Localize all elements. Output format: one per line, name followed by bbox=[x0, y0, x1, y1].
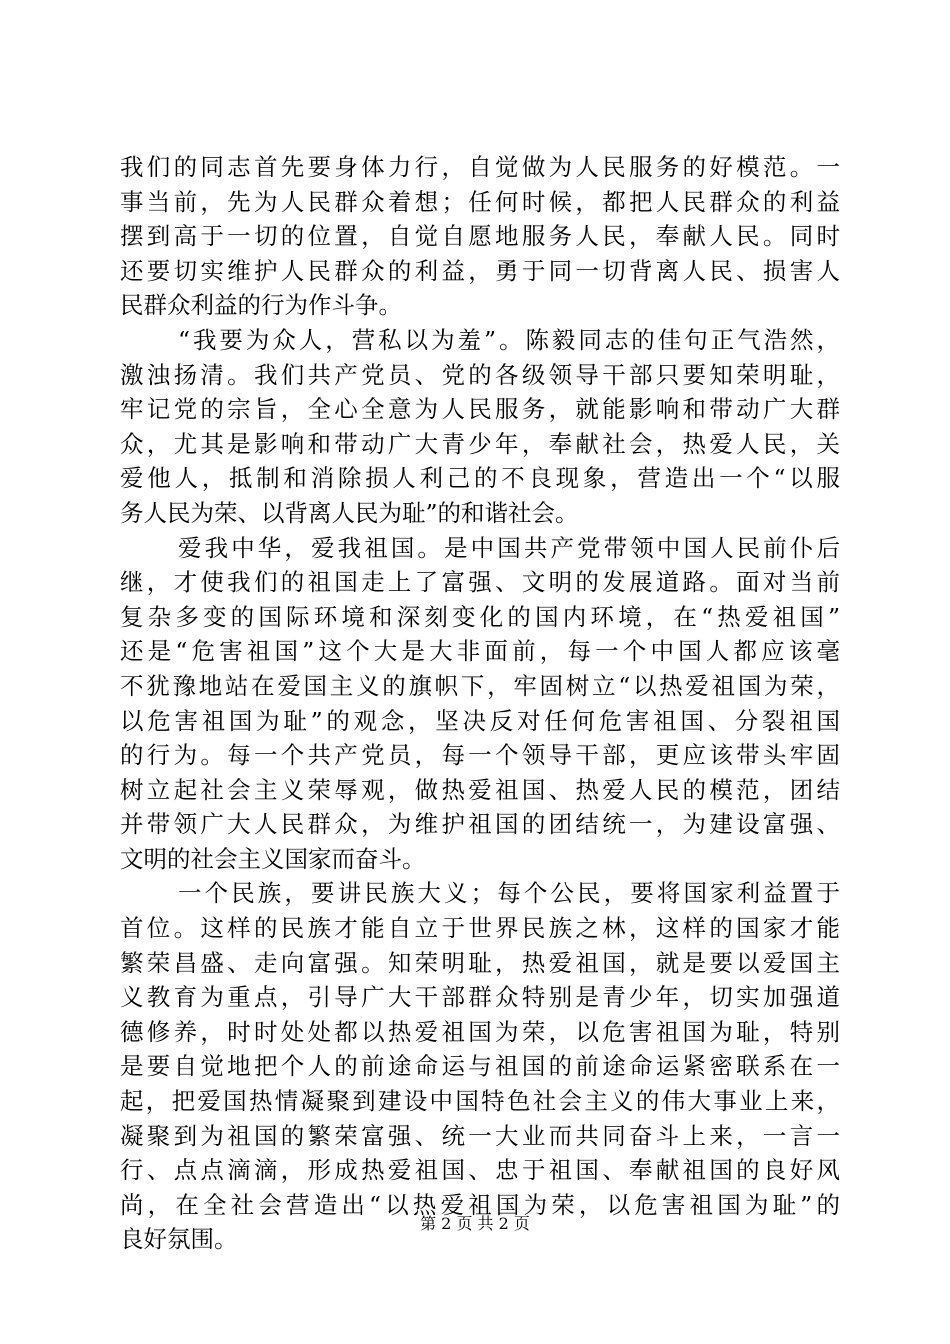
page-number-footer: 第 2 页 共 2 页 bbox=[420, 1214, 530, 1233]
text-line: 起，把爱国热情凝聚到建设中国特色社会主义的伟大事业上来， bbox=[120, 1087, 840, 1116]
text-line: 良好氛围。 bbox=[120, 1225, 238, 1254]
text-line: 继，才使我们的祖国走上了富强、文明的发展道路。面对当前 bbox=[120, 568, 840, 597]
text-line: 树立起社会主义荣辱观，做热爱祖国、热爱人民的模范，团结 bbox=[120, 775, 840, 804]
text-line: 一个民族，要讲民族大义；每个公民，要将国家利益置于 bbox=[178, 879, 840, 908]
text-line: 复杂多变的国际环境和深刻变化的国内环境，在“热爱祖国” bbox=[120, 602, 840, 631]
text-line: 牢记党的宗旨，全心全意为人民服务，就能影响和带动广大群 bbox=[120, 395, 840, 424]
text-line: 是要自觉地把个人的前途命运与祖国的前途命运紧密联系在一 bbox=[120, 1052, 840, 1081]
text-line: 务人民为荣、以背离人民为耻”的和谐社会。 bbox=[120, 498, 579, 527]
text-line: 众，尤其是影响和带动广大青少年，奉献社会，热爱人民，关 bbox=[120, 429, 840, 458]
text-line: 爱我中华，爱我祖国。是中国共产党带领中国人民前仆后 bbox=[178, 533, 840, 562]
text-line: 文明的社会主义国家而奋斗。 bbox=[120, 844, 426, 873]
text-line: 我们的同志首先要身体力行，自觉做为人民服务的好模范。一 bbox=[120, 153, 840, 181]
text-line: 摆到高于一切的位置，自觉自愿地服务人民，奉献人民。同时 bbox=[120, 222, 840, 251]
text-line: 以危害祖国为耻”的观念，坚决反对任何危害祖国、分裂祖国 bbox=[120, 706, 840, 735]
text-line: 凝聚到为祖国的繁荣富强、统一大业而共同奋斗上来，一言一 bbox=[120, 1121, 840, 1150]
text-line: 激浊扬清。我们共产党员、党的各级领导干部只要知荣明耻， bbox=[120, 360, 840, 389]
text-line: 行、点点滴滴，形成热爱祖国、忠于祖国、奉献祖国的良好风 bbox=[120, 1156, 840, 1185]
text-line: 德修养，时时处处都以热爱祖国为荣，以危害祖国为耻，特别 bbox=[120, 1017, 840, 1046]
text-line: 的行为。每一个共产党员，每一个领导干部，更应该带头牢固 bbox=[120, 741, 840, 770]
text-line: 爱他人，抵制和消除损人利己的不良现象，营造出一个“以服 bbox=[120, 464, 840, 493]
text-line: 不犹豫地站在爱国主义的旗帜下，牢固树立“以热爱祖国为荣， bbox=[120, 671, 840, 700]
text-line: “我要为众人，营私以为羞”。陈毅同志的佳句正气浩然， bbox=[178, 325, 840, 354]
text-line: 民群众利益的行为作斗争。 bbox=[120, 291, 402, 320]
text-line: 繁荣昌盛、走向富强。知荣明耻，热爱祖国，就是要以爱国主 bbox=[120, 948, 840, 977]
document-body bbox=[120, 150, 840, 1257]
text-line: 并带领广大人民群众，为维护祖国的团结统一，为建设富强、 bbox=[120, 810, 840, 839]
text-line: 义教育为重点，引导广大干部群众特别是青少年，切实加强道 bbox=[120, 983, 840, 1012]
text-line: 首位。这样的民族才能自立于世界民族之林，这样的国家才能 bbox=[120, 914, 840, 943]
text-line: 还是“危害祖国”这个大是大非面前，每一个中国人都应该毫 bbox=[120, 637, 840, 666]
text-line: 尚，在全社会营造出“以热爱祖国为荣，以危害祖国为耻”的 bbox=[120, 1190, 840, 1219]
text-line: 还要切实维护人民群众的利益，勇于同一切背离人民、损害人 bbox=[120, 256, 840, 285]
text-line: 事当前，先为人民群众着想；任何时候，都把人民群众的利益 bbox=[120, 187, 840, 216]
